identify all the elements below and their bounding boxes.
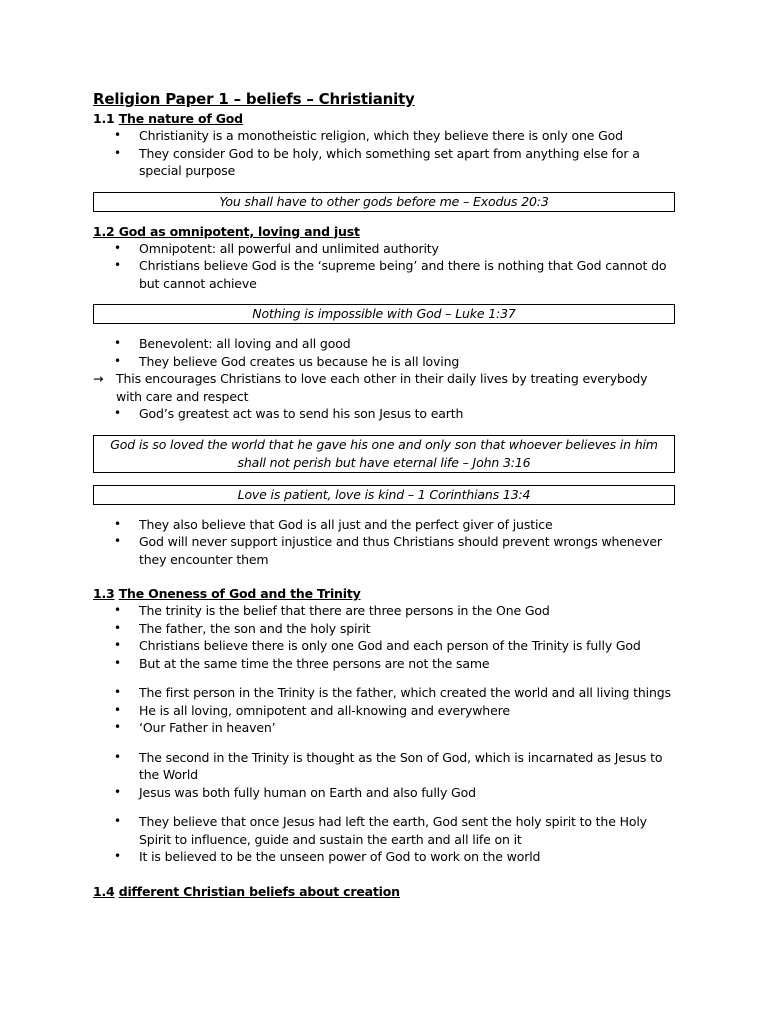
list-item: • They consider God to be holy, which something set apart from anything else for a special purpose (139, 145, 675, 180)
arrow-right-icon: → (93, 371, 104, 386)
bullet-list (93, 602, 675, 672)
list-item: • Christians believe God is the ‘supreme being’ and there is nothing that God cannot do but cannot achieve (139, 257, 675, 292)
list-item: • ‘Our Father in heaven’ (139, 719, 675, 737)
list-item: • Omnipotent: all powerful and unlimited authority (139, 240, 675, 258)
bullet-list (93, 813, 675, 866)
section-title: The Oneness of God and the Trinity (118, 586, 361, 601)
list-item: • The first person in the Trinity is the father, which created the world and all living things (139, 684, 675, 702)
section-number: 1.1 (93, 111, 115, 126)
section-heading-1-2: 1.2 God as omnipotent, loving and just (93, 223, 360, 239)
section-title: The nature of God (118, 111, 243, 126)
list-item: • It is believed to be the unseen power of God to work on the world (139, 848, 675, 866)
list-item: • Jesus was both fully human on Earth and also fully God (139, 784, 675, 802)
list-item: • But at the same time the three persons are not the same (139, 655, 675, 673)
arrow-point-text: This encourages Christians to love each other in their daily lives by treating everybody with care and respect (116, 371, 648, 404)
list-item: • God’s greatest act was to send his son Jesus to earth (139, 405, 675, 423)
bullet-list (93, 684, 675, 737)
section-heading-1-4 (93, 883, 675, 900)
document-page (93, 88, 675, 900)
list-item: • The father, the son and the holy spirit (139, 620, 675, 638)
list-item: • Christianity is a monotheistic religion, which they believe there is only one God (139, 127, 675, 145)
list-item: • Christians believe there is only one God and each person of the Trinity is fully God (139, 637, 675, 655)
scripture-quote-box: You shall have to other gods before me – Exodus 20:3 (93, 192, 675, 212)
section-number: 1.3 (93, 586, 115, 601)
scripture-quote-box: God is so loved the world that he gave his one and only son that whoever believes in him shall not perish but have eternal life – John 3:16 (93, 435, 675, 473)
list-item: • The second in the Trinity is thought as the Son of God, which is incarnated as Jesus to the World (139, 749, 675, 784)
bullet-list (93, 516, 675, 569)
list-item: • They believe that once Jesus had left the earth, God sent the holy spirit to the Holy Spirit to influence, guide and sustain the earth and all life on it (139, 813, 675, 848)
bullet-list (93, 405, 675, 423)
list-item: • They believe God creates us because he is all loving (139, 353, 675, 371)
document-title: Religion Paper 1 – beliefs – Christianity (93, 90, 415, 108)
section-heading-1-1 (93, 110, 675, 127)
section-heading-1-3 (93, 585, 675, 602)
list-item: • They also believe that God is all just and the perfect giver of justice (139, 516, 675, 534)
scripture-quote-box: Nothing is impossible with God – Luke 1:37 (93, 304, 675, 324)
list-item: • God will never support injustice and thus Christians should prevent wrongs whenever they encounter them (139, 533, 675, 568)
bullet-list (93, 749, 675, 802)
scripture-quote-box: Love is patient, love is kind – 1 Corinthians 13:4 (93, 485, 675, 505)
bullet-list (93, 240, 675, 293)
arrow-point (93, 370, 675, 405)
bullet-list (93, 127, 675, 180)
section-number: 1.4 (93, 883, 115, 899)
list-item: • He is all loving, omnipotent and all-knowing and everywhere (139, 702, 675, 720)
list-item: • The trinity is the belief that there are three persons in the One God (139, 602, 675, 620)
list-item: • Benevolent: all loving and all good (139, 335, 675, 353)
section-title: different Christian beliefs about creation (118, 883, 400, 899)
bullet-list (93, 335, 675, 370)
